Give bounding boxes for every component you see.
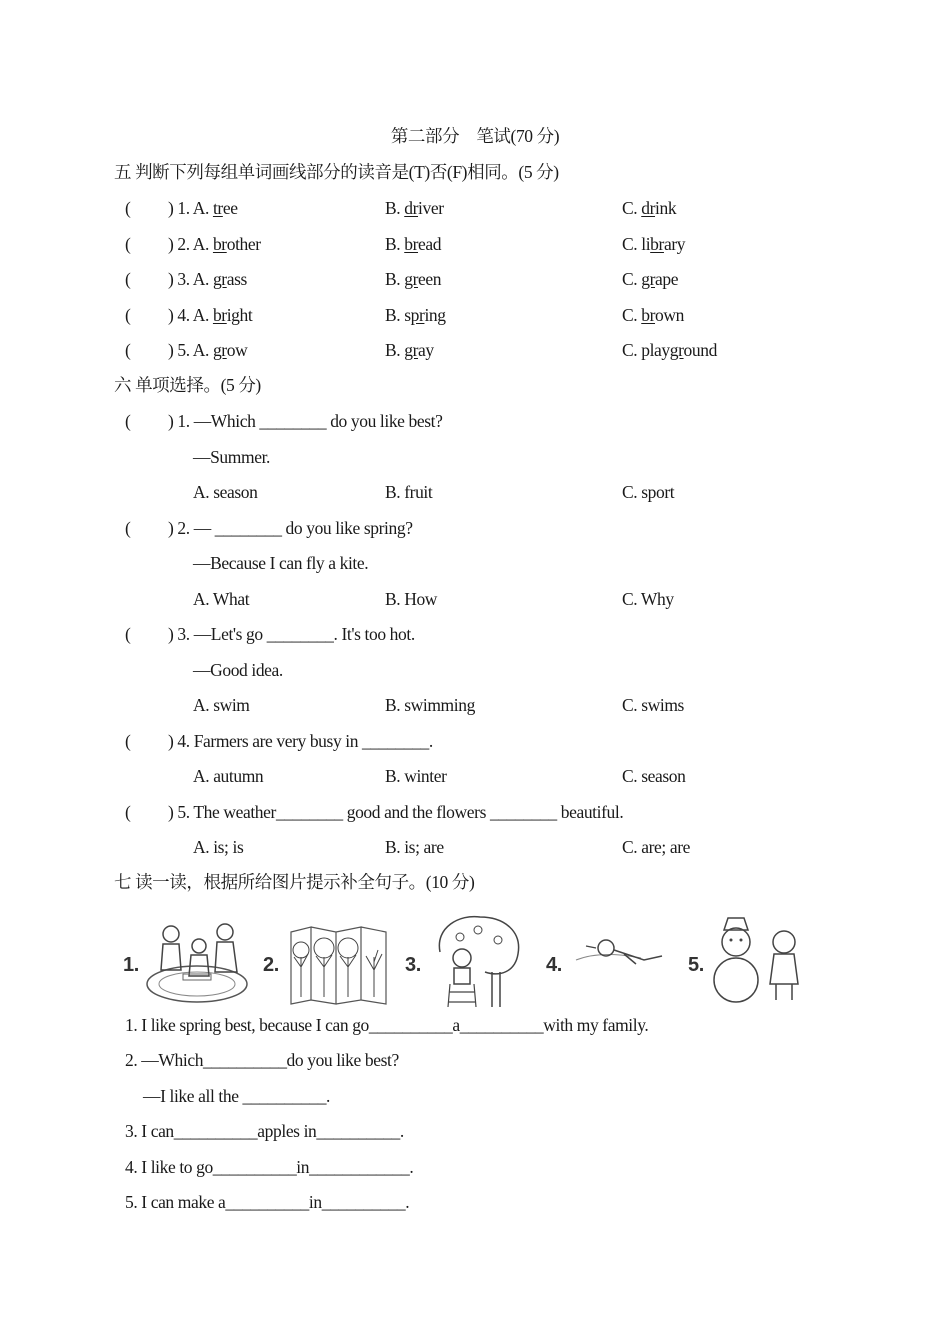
answer-paren[interactable]: ( (125, 624, 131, 644)
pic-label-1: 1. (123, 954, 139, 976)
s6-q1-options (0, 479, 950, 505)
option-a: A. swim (193, 695, 250, 715)
s7-line-2: 2. —Which__________do you like best? (125, 1050, 399, 1070)
s6-q1-stem: ( ) 1. —Which ________ do you like best? (0, 408, 950, 434)
s5-item-3: ( ) 3. A. grass B. green C. grape (0, 266, 950, 292)
option-b: B. is; are (385, 837, 444, 857)
answer-paren[interactable]: ( (125, 340, 131, 360)
s7-line-3: 3. I can__________apples in__________. (125, 1121, 404, 1141)
s6-q2-options (0, 586, 950, 612)
answer-paren[interactable]: ( (125, 802, 131, 822)
s5-item-1: ( ) 1. A. tree B. driver C. drink (0, 195, 950, 221)
answer-paren[interactable]: ( (125, 411, 131, 431)
section7-heading: 七 读一读，根据所给图片提示补全句子。(10 分) (114, 872, 475, 892)
s6-q2-stem: ( ) 2. — ________ do you like spring? (0, 515, 950, 541)
swimming-picture (566, 912, 671, 1007)
s6-q1-reply: —Summer. (193, 447, 271, 467)
s7-line-2b: —I like all the __________. (143, 1086, 331, 1106)
answer-paren[interactable]: ( (125, 731, 131, 751)
picking-apples-picture (430, 912, 525, 1007)
s6-q3-reply: —Good idea. (193, 660, 283, 680)
option-c: C. are; are (622, 837, 690, 857)
s7-line-1: 1. I like spring best, because I can go__________a__________with my family. (125, 1015, 649, 1035)
answer-paren[interactable]: ( (125, 305, 131, 325)
option-c: C. swims (622, 695, 684, 715)
option-c: C. sport (622, 482, 675, 502)
s5-item-5: ( ) 5. A. grow B. gray C. playground (0, 337, 950, 363)
s5-item-4: ( ) 4. A. bright B. spring C. brown (0, 302, 950, 328)
pic-label-5: 5. (688, 954, 704, 976)
option-a: A. is; is (193, 837, 244, 857)
s7-line-5: 5. I can make a__________in__________. (125, 1192, 410, 1212)
answer-paren[interactable]: ( (125, 518, 131, 538)
pic-label-2: 2. (263, 954, 279, 976)
picture-strip (118, 912, 818, 1007)
s6-q3-options (0, 692, 950, 718)
s6-q3-stem: ( ) 3. —Let's go ________. It's too hot. (0, 621, 950, 647)
s6-q5-options (0, 834, 950, 860)
s6-q4-stem: ( ) 4. Farmers are very busy in ________. (0, 728, 950, 754)
four-seasons-trees-picture (286, 912, 391, 1007)
answer-paren[interactable]: ( (125, 198, 131, 218)
option-a: A. autumn (193, 766, 264, 786)
section5-heading: 五 判断下列每组单词画线部分的读音是(T)否(F)相同。(5 分) (114, 162, 559, 182)
option-b: B. How (385, 589, 438, 609)
s7-line-4: 4. I like to go__________in____________. (125, 1157, 414, 1177)
page-title: 第二部分 笔试(70 分) (390, 126, 560, 146)
answer-paren[interactable]: ( (125, 234, 131, 254)
option-c: C. Why (622, 589, 674, 609)
s5-item-2: ( ) 2. A. brother B. bread C. library (0, 231, 950, 257)
option-b: B. winter (385, 766, 447, 786)
option-a: A. season (193, 482, 258, 502)
option-b: B. swimming (385, 695, 475, 715)
option-b: B. fruit (385, 482, 433, 502)
s6-q2-reply: —Because I can fly a kite. (193, 553, 369, 573)
snowman-picture (708, 912, 818, 1007)
option-a: A. What (193, 589, 250, 609)
picnic-family-picture (143, 912, 251, 1007)
pic-label-4: 4. (546, 954, 562, 976)
s6-q5-stem: ( ) 5. The weather________ good and the flowers ________ beautiful. (0, 799, 950, 825)
s6-q4-options (0, 763, 950, 789)
answer-paren[interactable]: ( (125, 269, 131, 289)
section6-heading: 六 单项选择。(5 分) (114, 375, 261, 395)
pic-label-3: 3. (405, 954, 421, 976)
option-c: C. season (622, 766, 686, 786)
